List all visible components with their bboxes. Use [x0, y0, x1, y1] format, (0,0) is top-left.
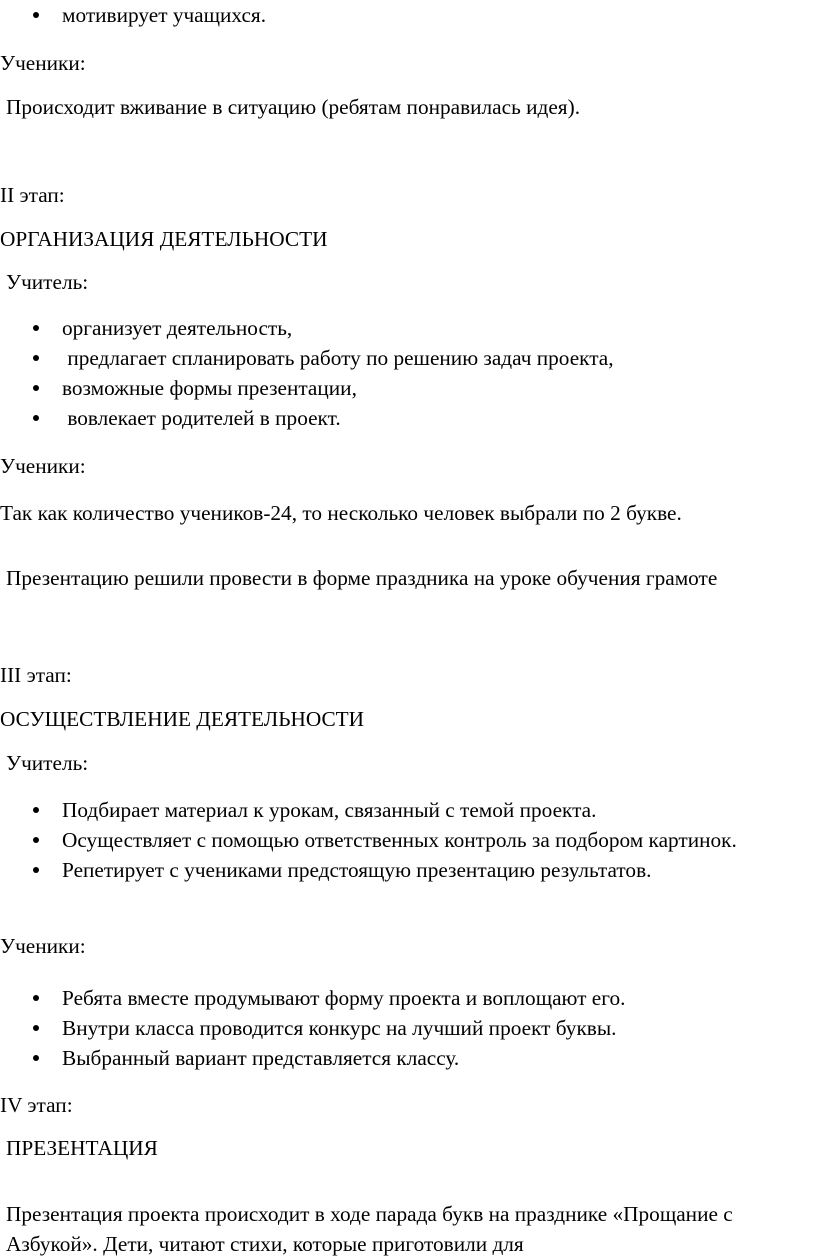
bullet-icon [33, 837, 39, 843]
list-item-text: предлагает спланировать работу по решению задач проекта, [62, 346, 614, 370]
list-item-text: Ребята вместе продумывают форму проекта и воплощают его. [62, 986, 626, 1010]
teacher-task-list [0, 313, 614, 433]
teacher-label: Учитель: [6, 270, 89, 294]
intro-bullet-list [0, 0, 266, 30]
students-text: Презентацию решили провести в форме праздника на уроке обучения грамоте [6, 566, 718, 591]
stage-heading: II этап: [0, 183, 65, 207]
list-item-text: Внутри класса проводится конкурс на лучший проект буквы. [62, 1016, 617, 1040]
teacher-label: Учитель: [6, 751, 89, 775]
students-text: Происходит вживание в ситуацию (ребятам понравилась идея). [6, 95, 581, 119]
list-item [0, 0, 266, 30]
list-item [0, 983, 625, 1013]
list-item [0, 1043, 625, 1073]
students-label: Ученики: [0, 51, 86, 75]
list-item-text: вовлекает родителей в проект. [62, 406, 341, 430]
bullet-icon [33, 325, 39, 331]
students-activity-list [0, 983, 625, 1073]
bullet-icon [33, 415, 39, 421]
list-item [0, 795, 752, 825]
list-item [0, 855, 752, 885]
list-item-text: Осуществляет с помощью ответственных контроль за подбором картинок. [62, 828, 737, 852]
bullet-icon [33, 1025, 39, 1031]
list-item [0, 343, 614, 373]
stage-heading: III этап: [0, 663, 72, 687]
bullet-icon [33, 12, 39, 18]
bullet-icon [33, 867, 39, 873]
presentation-text: Презентация проекта происходит в ходе парада букв на празднике «Прощание с Азбукой». Дети, читают стихи, которые приготовили для [6, 1202, 733, 1257]
students-text: Так как количество учеников-24, то несколько человек выбрали по 2 букве. [0, 501, 682, 525]
list-item-text: организует деятельность, [62, 316, 293, 340]
bullet-icon [33, 355, 39, 361]
list-item-text: Репетирует с учениками предстоящую презентацию результатов. [62, 858, 652, 882]
bullet-icon [33, 807, 39, 813]
bullet-icon [33, 1055, 39, 1061]
list-item [0, 373, 614, 403]
section-title: ПРЕЗЕНТАЦИЯ [6, 1136, 158, 1160]
section-title: ОСУЩЕСТВЛЕНИЕ ДЕЯТЕЛЬНОСТИ [0, 707, 365, 731]
teacher-task-list [0, 795, 752, 885]
list-item-text: мотивирует учащихся. [62, 3, 267, 27]
list-item [0, 825, 752, 855]
list-item-text: возможные формы презентации, [62, 376, 357, 400]
students-label: Ученики: [0, 454, 86, 478]
bullet-icon [33, 385, 39, 391]
list-item [0, 1013, 625, 1043]
stage-heading: IV этап: [0, 1093, 73, 1117]
list-item [0, 403, 614, 433]
list-item-text: Подбирает материал к урокам, связанный с темой проекта. [62, 798, 597, 822]
list-item [0, 313, 614, 343]
bullet-icon [33, 995, 39, 1001]
section-title: ОРГАНИЗАЦИЯ ДЕЯТЕЛЬНОСТИ [0, 227, 328, 251]
students-label: Ученики: [0, 934, 86, 958]
list-item-text: Выбранный вариант представляется классу. [62, 1046, 460, 1070]
